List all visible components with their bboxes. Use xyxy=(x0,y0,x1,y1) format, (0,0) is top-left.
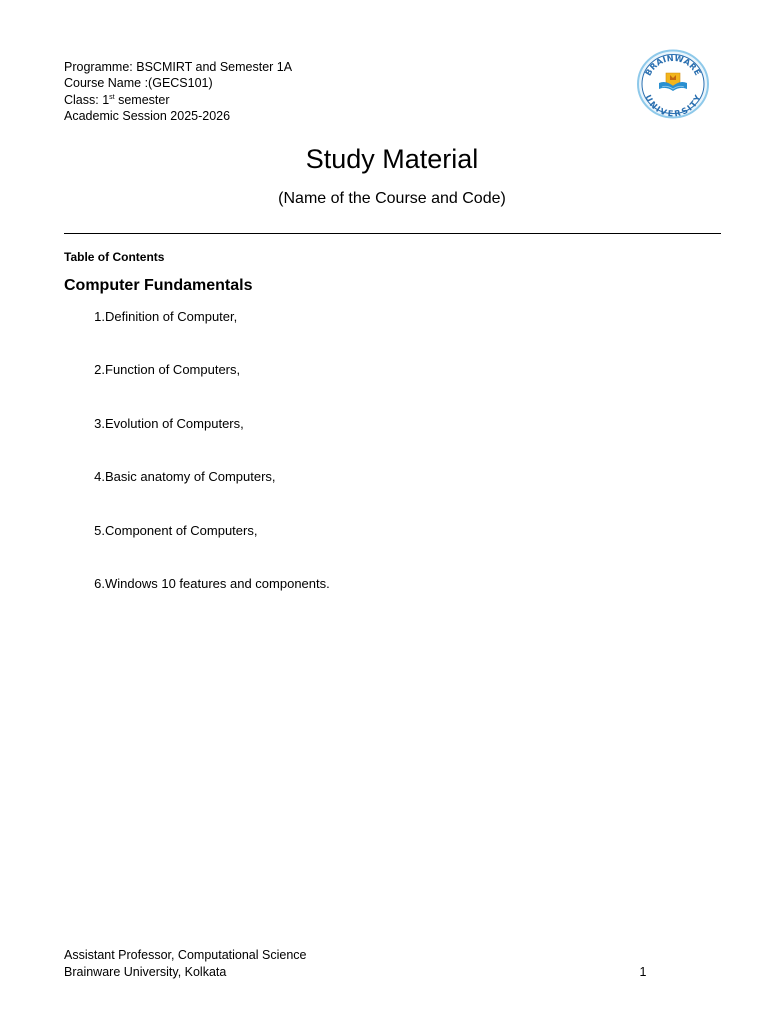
section-heading: Computer Fundamentals xyxy=(64,277,253,294)
toc-item xyxy=(64,522,258,575)
toc-item xyxy=(64,468,276,521)
footer-line-institution: Brainware University, Kolkata xyxy=(64,965,227,979)
logo-text-top: BRAINWARE xyxy=(642,52,704,78)
toc-item-text: Component of Computers, xyxy=(105,522,258,538)
class-ordinal-superscript: st xyxy=(109,93,115,101)
course-name-line: Course Name :(GECS101) xyxy=(64,76,213,91)
university-logo xyxy=(636,49,710,119)
logo-text-bottom: UNIVERSITY xyxy=(643,93,703,119)
toc-item-text: Basic anatomy of Computers, xyxy=(105,469,276,485)
document-title: Study Material xyxy=(305,144,479,174)
toc-item-text: Function of Computers, xyxy=(105,362,241,378)
toc-item-number: 6. xyxy=(94,575,105,591)
class-suffix: semester xyxy=(114,92,170,107)
footer-line-position: Assistant Professor, Computational Science xyxy=(64,948,307,962)
toc-item xyxy=(64,308,238,361)
toc-item-number: 2. xyxy=(94,362,105,378)
course-info-block xyxy=(64,59,292,124)
toc-heading: Table of Contents xyxy=(64,250,165,264)
toc-item xyxy=(64,361,241,414)
toc-item-number: 3. xyxy=(94,415,105,431)
page-footer xyxy=(64,947,306,981)
toc-item xyxy=(64,415,244,468)
toc-item-text: Definition of Computer, xyxy=(105,309,238,324)
document-subtitle: (Name of the Course and Code) xyxy=(278,190,506,207)
toc-item-text: Windows 10 features and components. xyxy=(105,575,330,591)
toc-item xyxy=(64,575,330,628)
toc-item-number: 5. xyxy=(94,522,105,538)
programme-line: Programme: BSCMIRT and Semester 1A xyxy=(64,60,293,74)
academic-session-line: Academic Session 2025-2026 xyxy=(64,108,231,123)
page-number: 1 xyxy=(639,965,647,979)
toc-list xyxy=(64,308,330,628)
class-line xyxy=(64,92,292,108)
class-prefix: Class: 1 xyxy=(64,92,110,107)
toc-item-number: 1. xyxy=(94,309,105,324)
toc-item-text: Evolution of Computers, xyxy=(105,415,244,431)
horizontal-divider xyxy=(64,233,721,234)
toc-item-number: 4. xyxy=(94,469,105,485)
